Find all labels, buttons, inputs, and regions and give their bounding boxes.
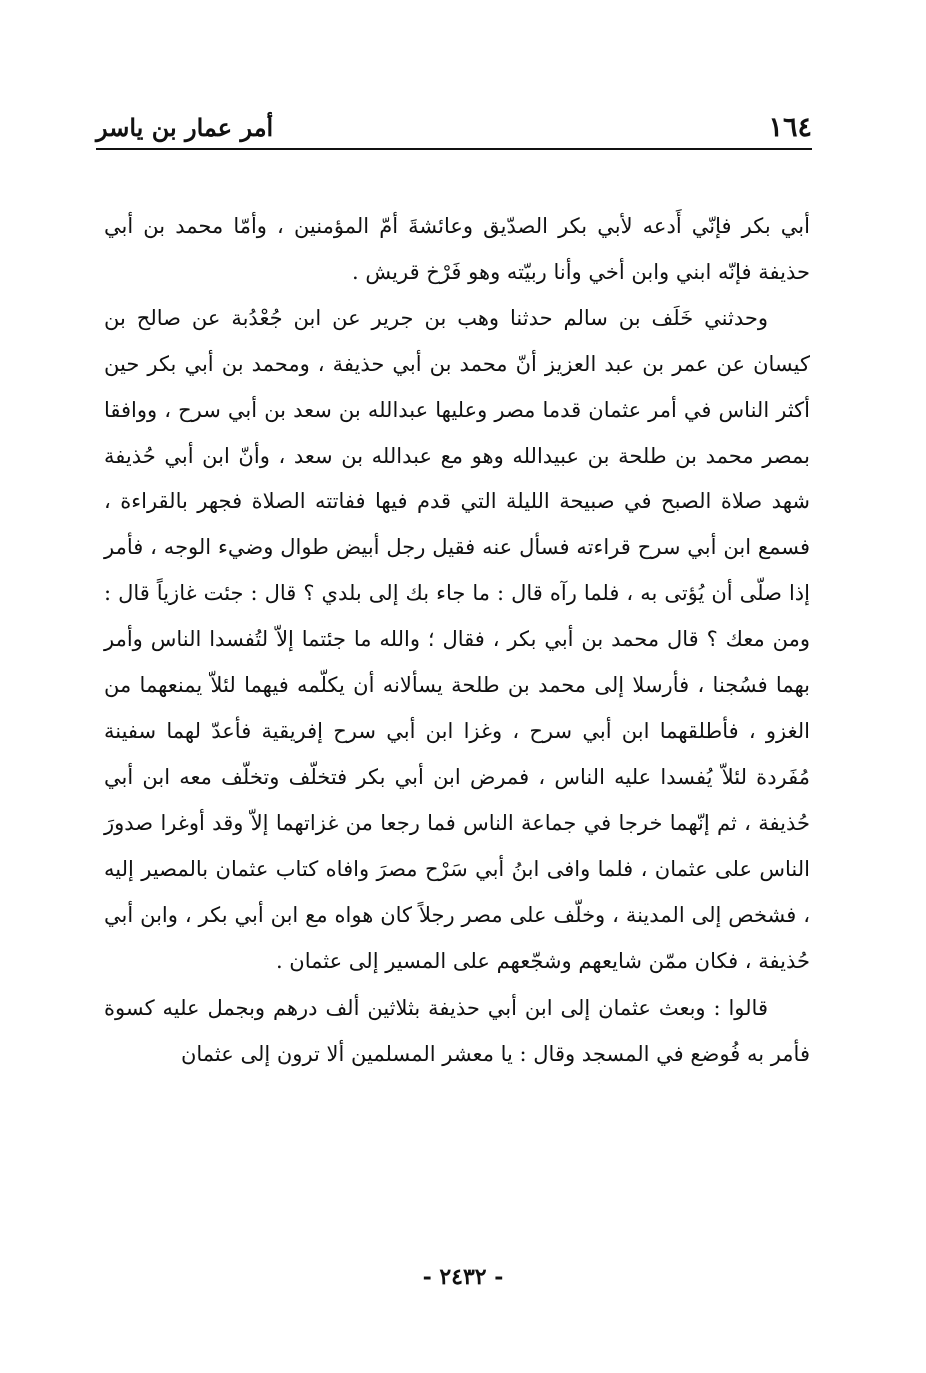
page-header — [96, 108, 812, 148]
folio-number: - ٢٤٣٢ - — [422, 1264, 504, 1290]
paragraph-narration: وحدثني خَلَف بن سالم حدثنا وهب بن جرير عن ابن جُعْدُبة عن صالح بن كيسان عن عمر بن عبد العزيز أنّ محمد بن أبي حذيفة ، ومحمد بن أبي بكر حين أكثر الناس في أمر عثمان قدما مصر وعليها عبدالله بن سعد بن أبي سرح ، ووافقا بمصر محمد بن طلحة بن عبيدالله وهو مع عبدالله بن سعد ، وأنّ ابن أبي حُذيفة شهد صلاة الصبح في صبيحة الليلة التي قدم فيها ففاتته الصلاة فجهر بالقراءة ، فسمع ابن أبي سرح قراءته فسأل عنه فقيل رجل أبيض طوال وضيء الوجه ، فأمر إذا صلّى أن يُؤتى به ، فلما رآه قال : ما جاء بك إلى بلدي ؟ قال : جئت غازياً قال : ومن معك ؟ قال محمد بن أبي بكر ، فقال ؛ والله ما جئتما إلاّ لتُفسدا الناس وأمر بهما فسُجنا ، فأرسلا إلى محمد بن طلحة يسألانه أن يكلّمه فيهما لئلاّ يمنعهما من الغزو ، فأطلقهما ابن أبي سرح ، وغزا ابن أبي سرح إفريقية فأعدّ لهما سفينة مُفَردة لئلاّ يُفسدا عليه الناس ، فمرض ابن أبي بكر فتخلّف وتخلّف معه ابن أبي حُذيفة ، ثم إنّهما خرجا في جماعة الناس فما رجعا من غزاتهما إلاّ وقد أوغرا صدورَ الناس على عثمان ، فلما وافى ابنُ أبي سَرْح مصرَ وافاه كتاب عثمان بالمصير إليه ، فشخص إلى المدينة ، وخلّف على مصر رجلاً كان هواه مع ابن أبي بكر ، وابن أبي حُذيفة ، فكان ممّن شايعهم وشجّعهم على المسير إلى عثمان . — [104, 305, 810, 973]
main-text — [104, 204, 810, 1078]
header-divider — [96, 148, 812, 150]
paragraph-qalu: قالوا : وبعث عثمان إلى ابن أبي حذيفة بثلاثين ألف درهم وبجمل عليه كسوة فأمر به فُوضع في المسجد وقال : يا معشر المسلمين ألا ترون إلى عثمان — [104, 996, 810, 1067]
running-title: أمر عمار بن ياسر — [96, 113, 274, 142]
paragraph-continuation: أبي بكر فإنّي أَدعه لأبي بكر الصدّيق وعائشةَ أمّ المؤمنين ، وأمّا محمد بن أبي حذيفة فإنّه ابني وابن أخي وأنا ربيّته وهو فَرْخ قريش . — [104, 214, 810, 284]
page-number: ١٦٤ — [768, 112, 812, 143]
